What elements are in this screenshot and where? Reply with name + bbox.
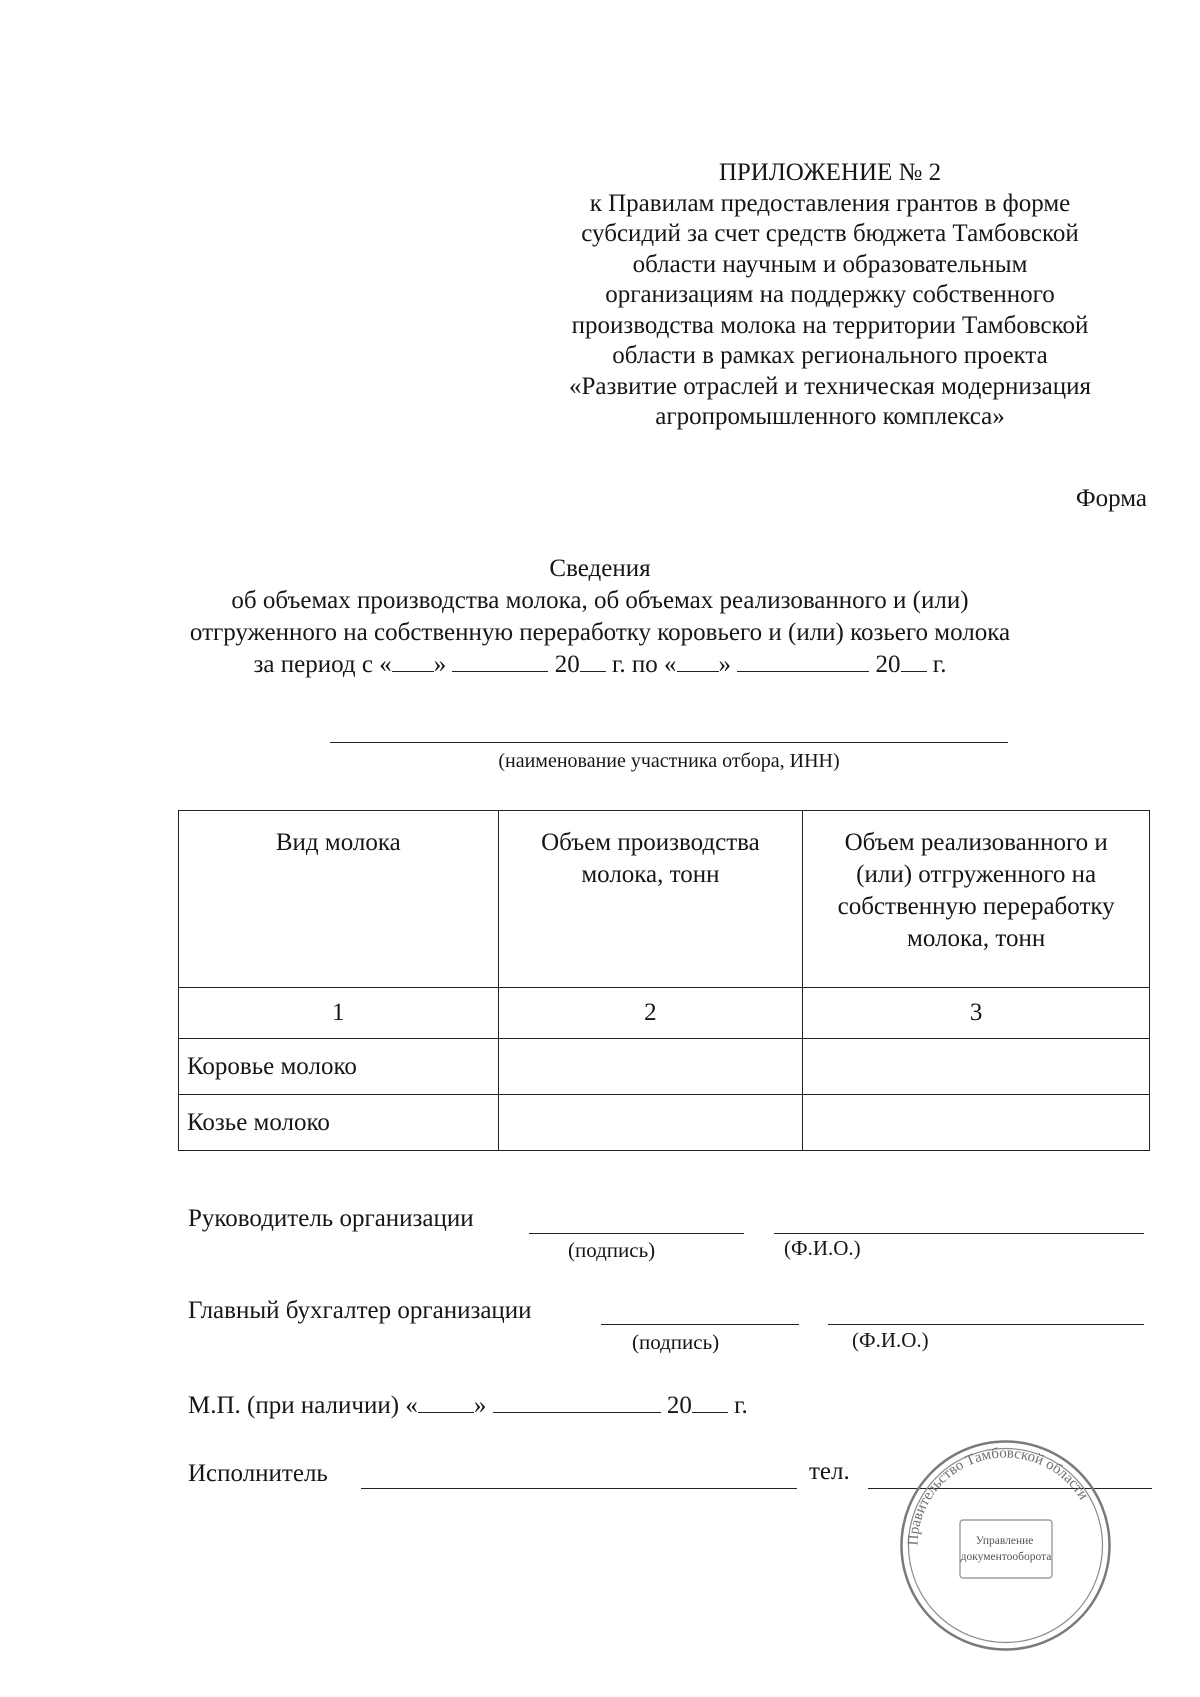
column-number: 2 [498, 988, 803, 1039]
accountant-fio-field[interactable] [828, 1324, 1144, 1325]
year-suffix: г. по « [605, 651, 677, 678]
executor-name-field[interactable] [361, 1488, 797, 1489]
header-production-volume: Объем производства молока, тонн [498, 811, 803, 988]
quote-close: » [433, 651, 447, 678]
stamp-inner-text: Управление документооборота [960, 1535, 1052, 1563]
official-stamp [898, 1438, 1113, 1653]
cow-milk-production-cell[interactable] [498, 1039, 803, 1095]
accountant-signature-field[interactable] [601, 1324, 799, 1325]
header-sold-volume: Объем реализованного и (или) отгруженного на собственную переработку молока, тонн [803, 811, 1150, 988]
executor-label: Исполнитель [188, 1460, 328, 1487]
mp-quote-close: » [473, 1392, 487, 1419]
head-label: Руководитель организации [188, 1205, 474, 1232]
appendix-line: субсидий за счет средств бюджета Тамбовской [581, 220, 1079, 247]
stamp-outer-text: Правительство Тамбовской области [905, 1445, 1092, 1546]
title-heading: Сведения [549, 555, 651, 582]
accountant-fio-caption: (Ф.И.О.) [852, 1328, 929, 1352]
period-day-end-field[interactable] [677, 649, 719, 672]
table-row [179, 1095, 1150, 1151]
appendix-line: области научным и образовательным [632, 250, 1028, 278]
milk-volume-table [178, 810, 1150, 1151]
quote-close: » [718, 651, 732, 678]
mp-year-prefix: 20 [666, 1392, 692, 1419]
title-line: об объемах производства молока, об объемах реализованного и (или) [231, 587, 969, 614]
year-suffix: г. [926, 651, 947, 678]
mp-prefix: М.П. (при наличии) « [188, 1392, 418, 1419]
table-header-row [179, 811, 1150, 988]
period-prefix: за период с « [253, 651, 392, 678]
head-fio-caption: (Ф.И.О.) [784, 1236, 861, 1260]
table-row [179, 1039, 1150, 1095]
goat-milk-sold-cell[interactable] [803, 1095, 1150, 1151]
appendix-line: ПРИЛОЖЕНИЕ № 2 [718, 159, 942, 186]
year-prefix: 20 [875, 651, 901, 678]
column-number: 3 [803, 988, 1150, 1039]
mp-day-field[interactable] [418, 1390, 474, 1413]
period-year-end-field[interactable] [901, 649, 927, 672]
accountant-label: Главный бухгалтер организации [188, 1297, 532, 1324]
organization-caption: (наименование участника отбора, ИНН) [498, 750, 840, 772]
year-prefix: 20 [554, 651, 580, 678]
appendix-line: организациям на поддержку собственного [605, 281, 1055, 308]
period-day-start-field[interactable] [392, 649, 434, 672]
head-signature-field[interactable] [529, 1233, 744, 1234]
organization-name-field[interactable] [330, 742, 1008, 743]
mp-year-field[interactable] [692, 1390, 728, 1413]
appendix-line: «Развитие отраслей и техническая модернизация [569, 372, 1091, 400]
appendix-line: области в рамках регионального проекта [612, 342, 1048, 369]
row-label-goat-milk: Козье молоко [179, 1095, 499, 1151]
phone-label: тел. [809, 1458, 850, 1485]
appendix-line: агропромышленного комплекса» [655, 403, 1005, 430]
mp-year-suffix: г. [727, 1392, 748, 1419]
header-milk-type: Вид молока [179, 811, 499, 988]
period-year-start-field[interactable] [580, 649, 606, 672]
goat-milk-production-cell[interactable] [498, 1095, 803, 1151]
head-fio-field[interactable] [774, 1233, 1144, 1234]
appendix-line: производства молока на территории Тамбовской [571, 311, 1089, 339]
period-month-start-field[interactable] [452, 649, 548, 672]
document-title [150, 553, 1050, 681]
appendix-line: к Правилам предоставления грантов в форме [589, 189, 1071, 217]
appendix-header [520, 158, 1140, 433]
cow-milk-sold-cell[interactable] [803, 1039, 1150, 1095]
row-label-cow-milk: Коровье молоко [179, 1039, 499, 1095]
title-line: отгруженного на собственную переработку коровьего и (или) козьего молока [189, 619, 1011, 646]
table-number-row [179, 988, 1150, 1039]
form-label: Форма [1075, 485, 1147, 512]
accountant-sign-caption: (подпись) [632, 1330, 720, 1354]
head-sign-caption: (подпись) [568, 1238, 656, 1262]
period-line [150, 649, 1050, 681]
column-number: 1 [179, 988, 499, 1039]
mp-date-line [188, 1390, 748, 1420]
mp-month-field[interactable] [493, 1390, 661, 1413]
period-month-end-field[interactable] [737, 649, 869, 672]
